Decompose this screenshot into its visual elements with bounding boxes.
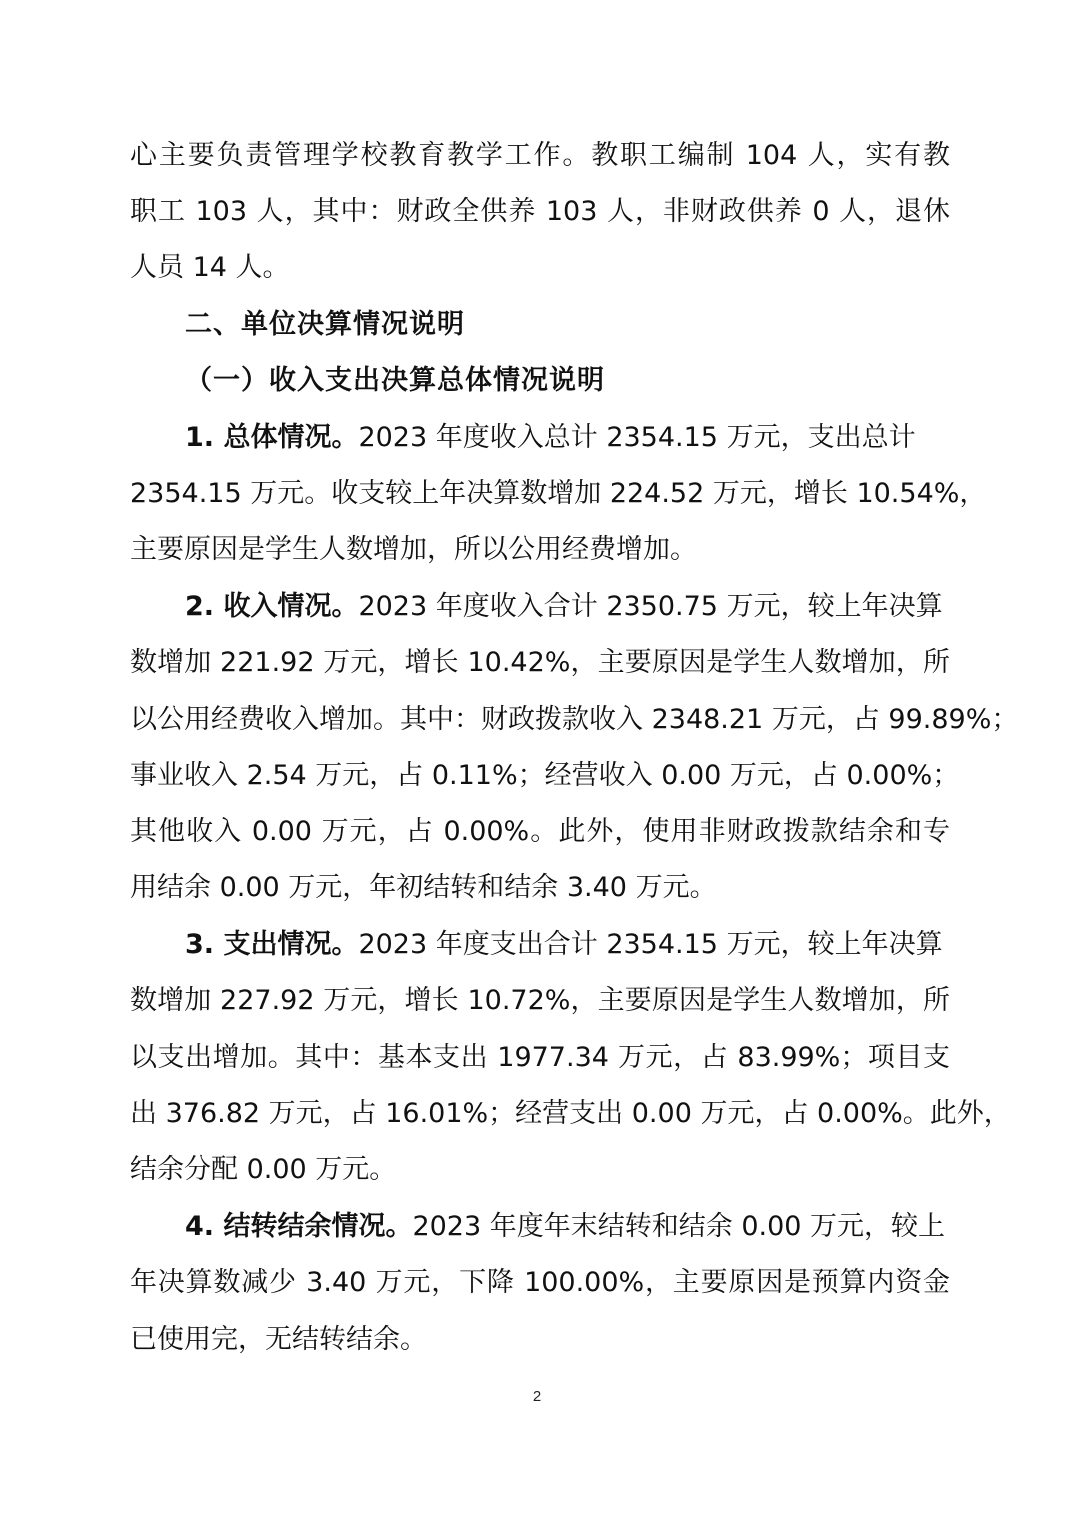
item1-line-1-text: 2023 年度收入总计 2354.15 万元，支出总计 [358,422,916,453]
item2-line-1-text: 2023 年度收入合计 2350.75 万元，较上年决算 [358,591,943,622]
item1-label: 1. 总体情况。 [185,422,359,453]
item1-line-3: 主要原因是学生人数增加，所以公用经费增加。 [130,534,697,565]
item2-line-1 [185,589,950,625]
item4-line-2: 年决算数减少 3.40 万元，下降 100.00%，主要原因是预算内资金 [130,1267,950,1298]
item3-line-1-text: 2023 年度支出合计 2354.15 万元，较上年决算 [358,929,943,960]
subsection-heading: （一）收入支出决算总体情况说明 [185,365,605,396]
item1-line-1 [185,420,950,456]
intro-line-1: 心主要负责管理学校教育教学工作。教职工编制 104 人，实有教 [130,140,950,171]
intro-line-3: 人员 14 人。 [130,252,290,283]
section-heading: 二、单位决算情况说明 [185,309,465,340]
intro-line-2: 职工 103 人，其中：财政全供养 103 人，非财政供养 0 人，退休 [130,196,950,227]
item3-line-2: 数增加 227.92 万元，增长 10.72%，主要原因是学生人数增加，所 [130,985,950,1016]
item2-line-5: 其他收入 0.00 万元，占 0.00%。此外，使用非财政拨款结余和专 [130,816,950,847]
item4-line-1 [185,1209,950,1245]
item2-line-6: 用结余 0.00 万元，年初结转和结余 3.40 万元。 [130,872,717,903]
item2-line-2: 数增加 221.92 万元，增长 10.42%，主要原因是学生人数增加，所 [130,647,950,678]
item3-line-4: 出 376.82 万元，占 16.01%；经营支出 0.00 万元，占 0.00%。此外， [130,1098,1011,1129]
item3-line-5: 结余分配 0.00 万元。 [130,1154,397,1185]
item4-line-1-text: 2023 年度年末结转和结余 0.00 万元，较上 [412,1211,946,1242]
item1-line-2: 2354.15 万元。收支较上年决算数增加 224.52 万元，增长 10.54%， [130,478,987,509]
item4-label: 4. 结转结余情况。 [185,1211,413,1242]
item3-line-1 [185,927,950,963]
item2-line-4: 事业收入 2.54 万元，占 0.11%；经营收入 0.00 万元，占 0.00%； [130,760,960,791]
item2-line-3: 以公用经费收入增加。其中：财政拨款收入 2348.21 万元，占 99.89%； [130,704,1019,735]
item2-label: 2. 收入情况。 [185,591,359,622]
item3-line-3: 以支出增加。其中：基本支出 1977.34 万元，占 83.99%；项目支 [130,1042,950,1073]
page-number: 2 [532,1388,542,1405]
item4-line-3: 已使用完，无结转结余。 [130,1324,427,1355]
item3-label: 3. 支出情况。 [185,929,359,960]
